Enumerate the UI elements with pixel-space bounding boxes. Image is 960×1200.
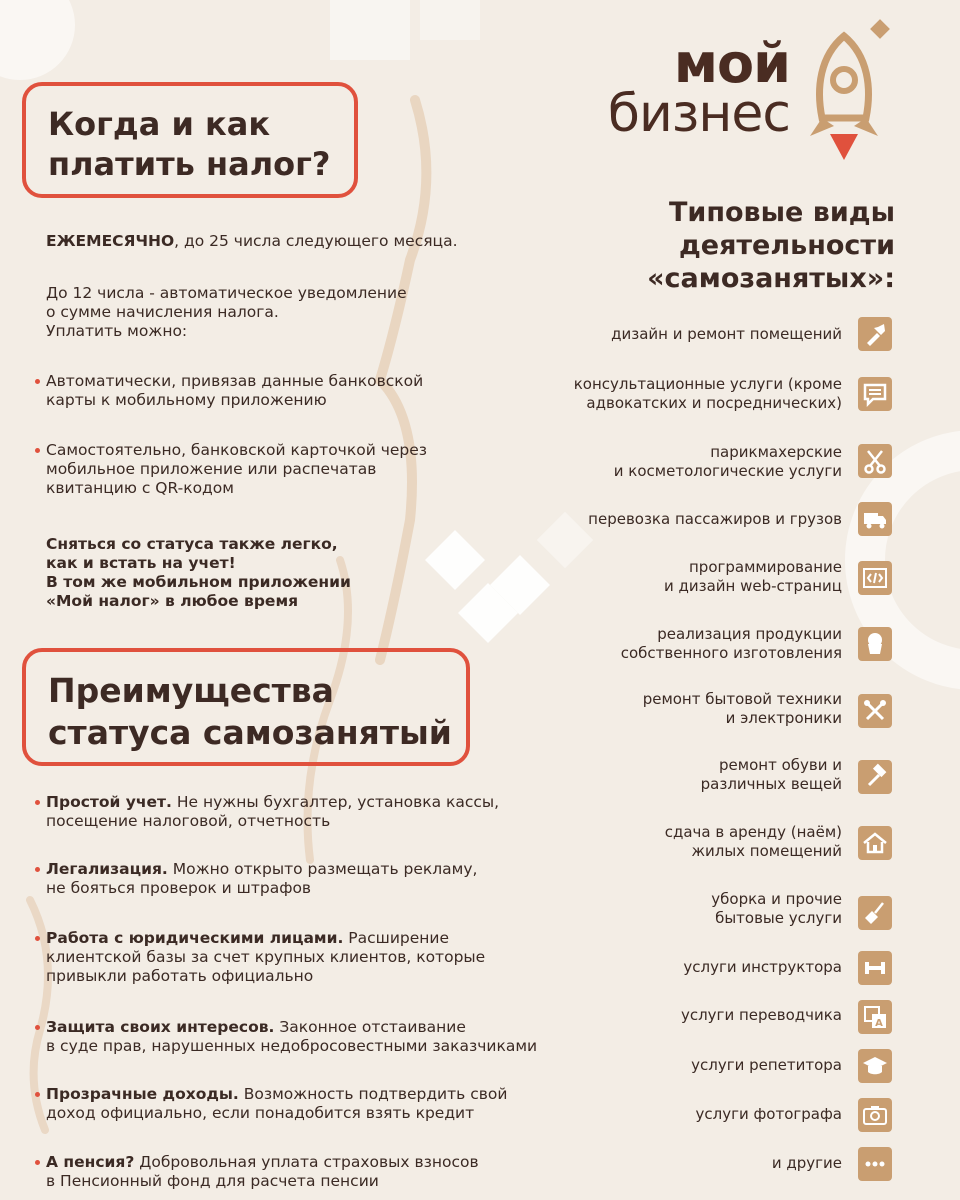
code-icon <box>858 561 892 595</box>
activity-label-line1: парикмахерские <box>710 443 842 461</box>
activity-label: перевозка пассажиров и грузов <box>588 510 842 528</box>
activity-item <box>482 558 842 596</box>
cupcake-icon <box>858 627 892 661</box>
tax-payment-title-box <box>22 82 358 198</box>
payment-manual-line3: квитанцию с QR-кодом <box>46 479 234 497</box>
activity-item <box>482 1056 842 1075</box>
activity-label: услуги фотографа <box>695 1105 842 1123</box>
monthly-caps: ЕЖЕМЕСЯЧНО <box>46 232 175 250</box>
payment-auto-line2: карты к мобильному приложению <box>46 391 327 409</box>
house-icon <box>858 826 892 860</box>
advantage-text: Возможность подтвердить свой <box>238 1085 508 1103</box>
advantage-bold: Работа с юридическими лицами. <box>46 929 344 947</box>
payment-manual-line1: Самостоятельно, банковской карточкой через <box>46 441 427 459</box>
status-line2: как и встать на учет! <box>46 554 236 572</box>
activities-title <box>600 196 895 295</box>
advantage-text-line2: клиентской базы за счет крупных клиентов, которые <box>46 948 486 966</box>
activity-item <box>482 443 842 481</box>
activity-item <box>482 958 842 977</box>
activity-label: и другие <box>771 1154 842 1172</box>
advantages-title-box <box>22 648 470 766</box>
status-line3: В том же мобильном приложении <box>46 573 351 591</box>
dumbbell-icon <box>858 951 892 985</box>
advantages-title-line2: статуса самозанятый <box>48 713 452 752</box>
logo-line1: мой <box>673 32 790 95</box>
activity-label: дизайн и ремонт помещений <box>611 325 842 343</box>
rocket-icon <box>800 18 900 168</box>
truck-icon <box>858 502 892 536</box>
paint-brush-icon <box>858 317 892 351</box>
advantage-text: Добровольная уплата страховых взносов <box>134 1153 479 1171</box>
advantage-item <box>46 1018 537 1056</box>
chat-icon <box>858 377 892 411</box>
activity-item <box>482 690 842 728</box>
activity-label-line1: реализация продукции <box>657 625 842 643</box>
payment-option-auto <box>46 372 423 410</box>
notice-paragraph <box>46 284 407 341</box>
activity-label-line1: программирование <box>689 558 842 576</box>
activity-item <box>482 510 842 529</box>
activities-title-line1: Типовые виды <box>669 197 895 228</box>
scissors-icon <box>858 444 892 478</box>
advantages-title-line1: Преимущества <box>48 671 334 710</box>
advantage-text-line3: привыкли работать официально <box>46 967 314 985</box>
activity-item <box>482 1154 842 1173</box>
activity-item <box>482 823 842 861</box>
advantage-text-line2: не бояться проверок и штрафов <box>46 879 312 897</box>
payment-auto-line1: Автоматически, привязав данные банковской <box>46 372 424 390</box>
logo-line2: бизнес <box>607 84 790 144</box>
activity-label-line2: адвокатских и посреднических) <box>586 394 842 412</box>
advantage-text: Законное отстаивание <box>274 1018 466 1036</box>
activity-label: услуги инструктора <box>683 958 842 976</box>
advantage-bold: Защита своих интересов. <box>46 1018 275 1036</box>
advantage-text: Можно открыто размещать рекламу, <box>167 860 478 878</box>
activity-item <box>482 625 842 663</box>
tax-title-line2: платить налог? <box>48 145 331 183</box>
activity-label-line1: ремонт бытовой техники <box>642 690 842 708</box>
status-line4: «Мой налог» в любое время <box>46 592 299 610</box>
translate-glyph: A <box>875 1018 883 1029</box>
activity-item <box>482 1105 842 1124</box>
monthly-rest: , до 25 числа следующего месяца. <box>174 232 458 250</box>
advantage-text-line2: в суде прав, нарушенных недобросовестными заказчиками <box>46 1037 538 1055</box>
activity-item <box>482 890 842 928</box>
graduation-cap-icon <box>858 1049 892 1083</box>
activity-label-line2: и электроники <box>725 709 842 727</box>
status-paragraph <box>46 535 351 611</box>
broom-icon <box>858 896 892 930</box>
activity-item <box>482 1006 842 1025</box>
activity-label-line2: бытовые услуги <box>715 909 842 927</box>
more-icon <box>858 1147 892 1181</box>
activities-title-line3: «самозанятых»: <box>647 263 895 294</box>
advantage-item <box>46 860 477 898</box>
monthly-deadline <box>46 232 458 251</box>
advantage-bold: Простой учет. <box>46 793 172 811</box>
activity-item <box>482 375 842 413</box>
activity-label-line1: уборка и прочие <box>711 890 842 908</box>
hammer-icon <box>858 760 892 794</box>
notice-line1: До 12 числа - автоматическое уведомление <box>46 284 407 302</box>
activity-label-line1: консультационные услуги (кроме <box>573 375 842 393</box>
camera-icon <box>858 1098 892 1132</box>
activity-label: услуги переводчика <box>680 1006 842 1024</box>
activity-label-line1: ремонт обуви и <box>719 756 842 774</box>
advantage-item <box>46 1153 479 1191</box>
activity-label-line2: собственного изготовления <box>620 644 842 662</box>
activity-item <box>482 325 842 344</box>
notice-line2: о сумме начисления налога. <box>46 303 279 321</box>
advantage-item <box>46 1085 507 1123</box>
advantage-text-line2: в Пенсионный фонд для расчета пенсии <box>46 1172 379 1190</box>
activity-label-line2: различных вещей <box>700 775 842 793</box>
advantage-text-line2: посещение налоговой, отчетность <box>46 812 331 830</box>
advantage-text: Расширение <box>343 929 450 947</box>
activities-title-line2: деятельности <box>678 230 895 261</box>
activity-item <box>482 756 842 794</box>
payment-option-manual <box>46 441 427 498</box>
tax-title-line1: Когда и как <box>48 105 271 143</box>
payment-manual-line2: мобильное приложение или распечатав <box>46 460 377 478</box>
notice-line3: Уплатить можно: <box>46 322 188 340</box>
status-line1: Сняться со статуса также легко, <box>46 535 338 553</box>
translate-icon <box>858 1000 892 1034</box>
activity-label-line2: и дизайн web-страниц <box>663 577 842 595</box>
advantage-bold: Легализация. <box>46 860 168 878</box>
advantage-item <box>46 793 499 831</box>
activity-label-line2: и косметологические услуги <box>613 462 842 480</box>
activity-label-line1: сдача в аренду (наём) <box>664 823 842 841</box>
activity-label-line2: жилых помещений <box>691 842 842 860</box>
logo <box>560 32 790 144</box>
advantage-text: Не нужны бухгалтер, установка кассы, <box>171 793 500 811</box>
advantage-text-line2: доход официально, если понадобится взять кредит <box>46 1104 475 1122</box>
advantage-item <box>46 929 485 986</box>
activity-label: услуги репетитора <box>691 1056 842 1074</box>
tools-icon <box>858 694 892 728</box>
advantage-bold: Прозрачные доходы. <box>46 1085 239 1103</box>
advantage-bold: А пенсия? <box>46 1153 135 1171</box>
